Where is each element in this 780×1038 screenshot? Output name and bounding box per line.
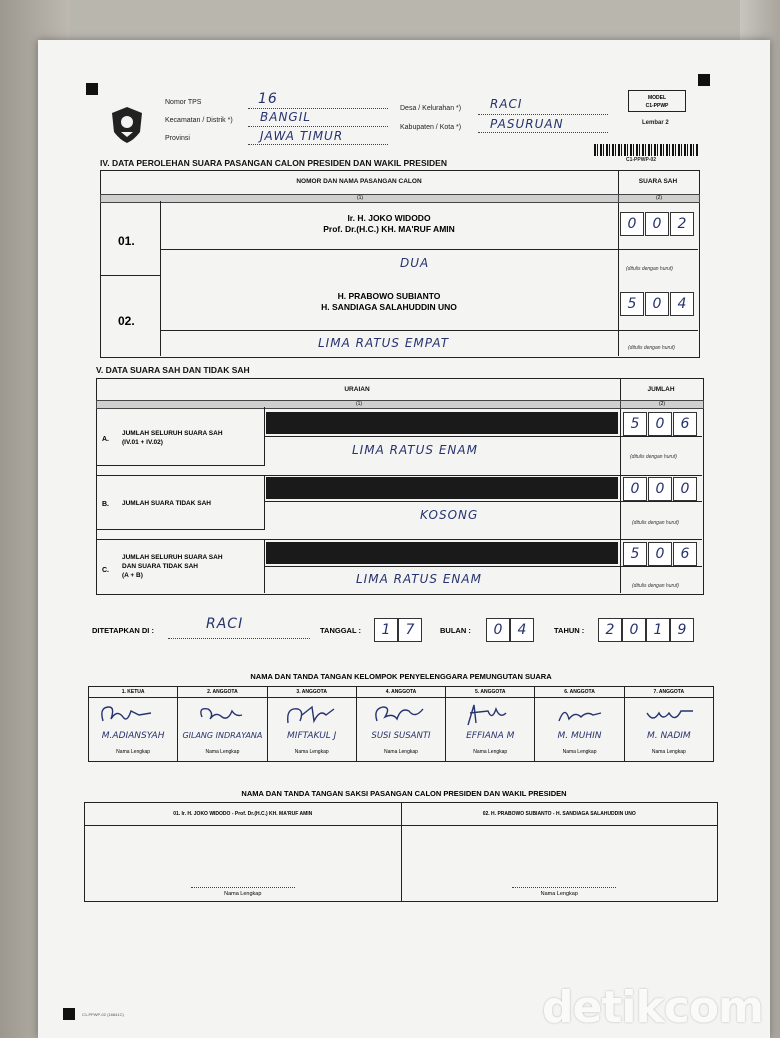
date-digit: 7 — [398, 618, 422, 642]
count-digit: 0 — [648, 412, 672, 436]
row-label-line: JUMLAH SELURUH SUARA SAH — [122, 430, 223, 437]
signature — [549, 701, 609, 727]
registration-mark — [86, 83, 98, 95]
kpps-role: 5. ANGGOTA — [446, 687, 534, 698]
kpps-cell — [178, 687, 267, 761]
vote-digit: 2 — [670, 212, 694, 236]
signature — [282, 701, 342, 729]
candidate-names — [160, 276, 618, 313]
row-letter: A. — [102, 436, 109, 443]
kpps-cell — [89, 687, 178, 761]
ditetapkan-place: RACI — [206, 616, 244, 632]
count-digit: 6 — [673, 412, 697, 436]
kpps-member-name: M.ADIANSYAH — [101, 731, 165, 741]
kpps-cell — [268, 687, 357, 761]
footer-code: C1-PPWP-02 (16841C) — [82, 1012, 124, 1017]
row-letter: C. — [102, 567, 109, 574]
column-header-candidates: NOMOR DAN NAMA PASANGAN CALON — [296, 178, 422, 185]
provinsi-value: JAWA TIMUR — [260, 129, 344, 143]
kpps-role: 4. ANGGOTA — [357, 687, 445, 698]
row-spacer — [96, 465, 702, 476]
name-label: Nama Lengkap — [384, 749, 418, 755]
kecamatan-value: BANGIL — [260, 110, 311, 124]
column-header-jumlah: JUMLAH — [647, 386, 675, 393]
bulan-label: BULAN : — [440, 626, 471, 635]
lembar-label: Lembar 2 — [642, 120, 669, 126]
count-digit: 0 — [648, 477, 672, 501]
kpps-cell — [446, 687, 535, 761]
kpps-member-name: M. MUHIN — [557, 731, 602, 741]
kpu-logo — [110, 106, 144, 144]
row-letter: B. — [102, 501, 109, 508]
saksi-cell — [402, 803, 718, 901]
tanggal-label: TANGGAL : — [320, 626, 361, 635]
kpps-signature-grid — [88, 686, 714, 762]
candidate-number: 01. — [118, 234, 135, 248]
signature — [97, 701, 157, 727]
month-digit: 0 — [486, 618, 510, 642]
barcode — [594, 144, 698, 156]
row-label — [122, 553, 223, 580]
kpps-member-name: SUSI SUSANTI — [371, 731, 431, 741]
form-sheet — [38, 40, 770, 1038]
kpps-role: 6. ANGGOTA — [535, 687, 623, 698]
name-label: Nama Lengkap — [651, 749, 686, 755]
count-words: KOSONG — [420, 508, 479, 522]
row-label-line: DAN SUARA TIDAK SAH — [122, 563, 198, 570]
tahun-label: TAHUN : — [554, 626, 585, 635]
dotted-line — [248, 144, 388, 145]
kpps-member-name: M. NADIM — [646, 731, 691, 741]
vote-digit: 0 — [645, 292, 669, 316]
count-words: LIMA RATUS ENAM — [356, 572, 482, 586]
vote-digit: 0 — [620, 212, 644, 236]
name-label: Nama Lengkap — [473, 749, 508, 755]
year-digit: 2 — [598, 618, 622, 642]
candidate-name-vice: Prof. Dr.(H.C.) KH. MA'RUF AMIN — [323, 224, 455, 234]
count-digit: 5 — [623, 542, 647, 566]
nomor-tps-value: 16 — [258, 91, 278, 107]
count-digit: 5 — [623, 412, 647, 436]
kpps-role: 2. ANGGOTA — [178, 687, 266, 698]
kpps-role: 1. KETUA — [89, 687, 177, 698]
dotted-line — [168, 638, 310, 639]
kabupaten-label: Kabupaten / Kota *) — [400, 124, 462, 131]
provinsi-label: Provinsi — [165, 135, 190, 142]
month-digit: 4 — [510, 618, 534, 642]
row-divider — [160, 330, 698, 331]
registration-mark — [698, 74, 710, 86]
row-divider — [160, 249, 698, 250]
name-label: Nama Lengkap — [205, 749, 240, 755]
desa-value: RACI — [490, 97, 523, 111]
candidate-number: 02. — [118, 314, 135, 328]
barcode-code: C1-PPWP-02 — [626, 157, 657, 163]
year-digit: 0 — [622, 618, 646, 642]
signature — [458, 701, 520, 729]
signature — [639, 701, 699, 727]
saksi-candidate: 01. Ir. H. JOKO WIDODO - Prof. Dr.(H.C.) KH. MA'RUF AMIN — [85, 803, 401, 826]
nomor-tps-label: Nomor TPS — [165, 99, 202, 106]
row-label-line: JUMLAH SUARA TIDAK SAH — [122, 500, 211, 507]
vote-words: LIMA RATUS EMPAT — [318, 336, 450, 350]
candidate-name-president: Ir. H. JOKO WIDODO — [347, 213, 431, 223]
column-header-uraian: URAIAN — [344, 386, 370, 393]
dotted-line — [191, 887, 295, 888]
dotted-line — [248, 126, 388, 127]
name-label: Nama Lengkap — [562, 749, 597, 755]
row-divider — [264, 501, 702, 502]
date-digit: 1 — [374, 618, 398, 642]
year-digit: 9 — [670, 618, 694, 642]
redaction-bar — [266, 412, 618, 434]
desa-label: Desa / Kelurahan *) — [400, 105, 462, 112]
kpps-member-name: MIFTAKUL J — [287, 731, 337, 741]
vote-words: DUA — [400, 256, 430, 270]
column-header-suara-sah: SUARA SAH — [638, 178, 678, 185]
name-label: Nama Lengkap — [540, 891, 578, 897]
name-label: Nama Lengkap — [116, 749, 151, 755]
column-index-2: (2) — [620, 400, 704, 409]
count-digit: 0 — [623, 477, 647, 501]
redaction-bar — [266, 542, 618, 564]
name-label: Nama Lengkap — [224, 891, 262, 897]
candidate-name-vice: H. SANDIAGA SALAHUDDIN UNO — [321, 302, 457, 312]
kpps-role: 3. ANGGOTA — [268, 687, 356, 698]
redaction-bar — [266, 477, 618, 499]
vote-digit: 5 — [620, 292, 644, 316]
note-words: (ditulis dengan huruf) — [628, 345, 675, 351]
column-index-2: (2) — [618, 194, 700, 203]
dotted-line — [512, 887, 616, 888]
note-words: (ditulis dengan huruf) — [632, 520, 679, 526]
kecamatan-label: Kecamatan / Distrik *) — [165, 117, 233, 124]
saksi-grid — [84, 802, 718, 902]
model-code: C1-PPWP — [645, 103, 669, 109]
count-digit: 0 — [673, 477, 697, 501]
saksi-title: NAMA DAN TANDA TANGAN SAKSI PASANGAN CALON PRESIDEN DAN WAKIL PRESIDEN — [241, 789, 567, 798]
column-index-1: (1) — [96, 400, 622, 409]
kpps-member-name: GILANG INDRAYANA — [182, 731, 263, 740]
candidate-names — [160, 201, 618, 235]
note-words: (ditulis dengan huruf) — [632, 583, 679, 589]
kabupaten-value: PASURUAN — [490, 117, 564, 131]
section-5-title: V. DATA SUARA SAH DAN TIDAK SAH — [96, 365, 250, 375]
row-divider — [264, 436, 702, 437]
row-divider — [264, 566, 702, 567]
kpps-cell — [625, 687, 713, 761]
section-4-title: IV. DATA PEROLEHAN SUARA PASANGAN CALON PRESIDEN DAN WAKIL PRESIDEN — [100, 158, 447, 168]
kpps-cell — [535, 687, 624, 761]
ditetapkan-label: DITETAPKAN DI : — [92, 626, 154, 635]
saksi-candidate: 02. H. PRABOWO SUBIANTO - H. SANDIAGA SALAHUDDIN UNO — [402, 803, 718, 826]
count-words: LIMA RATUS ENAM — [352, 443, 478, 457]
row-label-line: (A + B) — [122, 572, 143, 579]
note-words: (ditulis dengan huruf) — [630, 454, 677, 460]
vote-digit: 0 — [645, 212, 669, 236]
detikcom-watermark: detikcom — [542, 982, 763, 1033]
count-digit: 0 — [648, 542, 672, 566]
model-box — [628, 90, 686, 112]
dotted-line — [478, 132, 608, 133]
registration-mark — [63, 1008, 75, 1020]
column-index-1: (1) — [100, 194, 620, 203]
kpps-title: NAMA DAN TANDA TANGAN KELOMPOK PENYELENGGARA PEMUNGUTAN SUARA — [250, 672, 552, 681]
name-label: Nama Lengkap — [294, 749, 329, 755]
model-label: MODEL — [647, 95, 667, 101]
dotted-line — [248, 108, 388, 109]
row-label — [122, 429, 223, 447]
dotted-line — [478, 114, 608, 115]
kpps-role: 7. ANGGOTA — [625, 687, 713, 698]
candidate-name-president: H. PRABOWO SUBIANTO — [337, 291, 441, 301]
kpps-member-name: EFFIANA M — [466, 731, 515, 741]
year-digit: 1 — [646, 618, 670, 642]
saksi-cell — [85, 803, 402, 901]
row-label-line: JUMLAH SELURUH SUARA SAH — [122, 554, 223, 561]
signature — [192, 701, 252, 727]
note-words: (ditulis dengan huruf) — [626, 266, 673, 272]
vote-digit: 4 — [670, 292, 694, 316]
kpps-cell — [357, 687, 446, 761]
column-divider — [620, 378, 621, 593]
row-label — [122, 500, 211, 507]
signature — [369, 701, 431, 727]
row-label-line: (IV.01 + IV.02) — [122, 439, 163, 446]
count-digit: 6 — [673, 542, 697, 566]
